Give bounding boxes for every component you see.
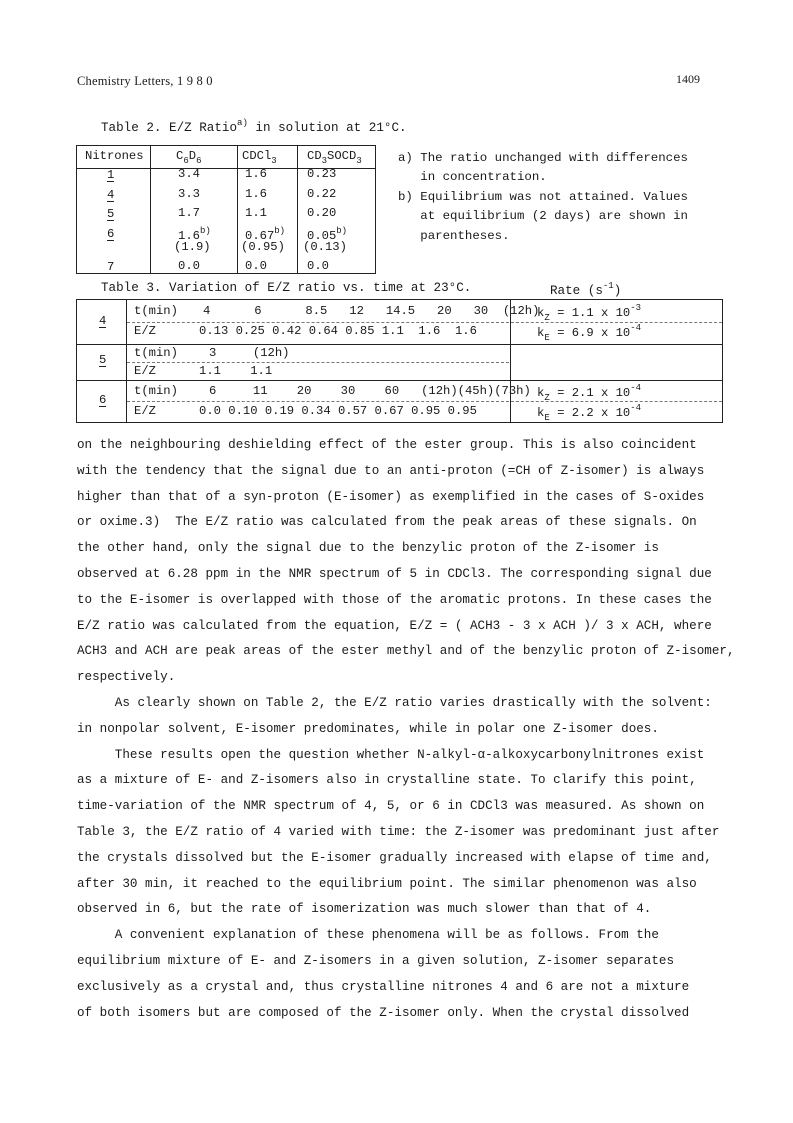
table3-row6-kz: $k_Z = 2.1$ x $10^{-4}$ <box>537 383 642 403</box>
table2-row2-cd3socd3: 0.22 <box>307 187 337 201</box>
table3-row6-ez-label: E/Z <box>134 404 156 418</box>
body-line: exclusively as a crystal and, thus crystalline nitrones 4 and 6 are not a mixture <box>77 979 690 994</box>
table2-note-line: a) The ratio unchanged with differences <box>398 151 688 165</box>
table2-col-cd3socd3: $CD_3SOCD_3$ <box>307 149 362 166</box>
body-line: in nonpolar solvent, E-isomer predominates, while in polar one Z-isomer does. <box>77 721 659 736</box>
table2-notes <box>398 149 688 246</box>
body-line: of both isomers but are composed of the Z-isomer only. When the crystal dissolved <box>77 1005 690 1020</box>
table2-note-line: in concentration. <box>398 170 547 185</box>
table2-row5-nitrone: 7 <box>107 260 115 274</box>
table2-note-line: parentheses. <box>398 228 510 243</box>
table3-row4-ke: $k_E = 6.9$ x $10^{-4}$ <box>537 323 642 343</box>
table2-col-cdcl3: CDCl$_3$ <box>242 149 277 166</box>
body-line: or oxime.3) The E/Z ratio was calculated from the peak areas of these signals. On <box>77 515 697 530</box>
table3-row5-t-label: t(min) <box>134 346 178 360</box>
table2-caption-text: Table 2. E/Z Ratio <box>101 121 238 135</box>
body-line: with the tendency that the signal due to an anti-proton (=CH of Z-isomer) is always <box>77 463 705 478</box>
body-line: equilibrium mixture of E- and Z-isomers in a given solution, Z-isomer separates <box>77 953 675 968</box>
journal-header: Chemistry Letters, 1 9 8 0 <box>77 74 213 88</box>
table2-row1-nitrone: 1 <box>107 168 115 182</box>
body-line: higher than that of a syn-proton (E-isomer) as exemplified in the cases of S-oxides <box>77 489 705 504</box>
table2-col-c6d6: $C_6D_6$ <box>176 149 202 166</box>
table3-row4-t-label: t(min) <box>134 304 178 318</box>
table2-row4-c6d6: 1.6$^{b)}$ <box>178 226 211 243</box>
table2-row1-cdcl3: 1.6 <box>245 167 267 181</box>
body-line: Table 3, the E/Z ratio of 4 varied with time: the Z-isomer was predominant just after <box>77 824 720 839</box>
table2-row5-c6d6: 0.0 <box>178 259 200 273</box>
table2-row5-cdcl3: 0.0 <box>245 259 267 273</box>
body-line: on the neighbouring deshielding effect of the ester group. This is also coincident <box>77 438 697 452</box>
body-line: A convenient explanation of these phenomena will be as follows. From the <box>77 928 659 943</box>
table2-row1-cd3socd3: 0.23 <box>307 167 337 181</box>
table3-caption: Table 3. Variation of E/Z ratio vs. time at 23°C. <box>101 281 472 295</box>
body-line: the crystals dissolved but the E-isomer gradually increased with elapse of time and, <box>77 850 712 865</box>
table3-row5-ez-values: 1.1 1.1 <box>199 364 273 378</box>
body-text <box>77 433 735 1026</box>
body-line: as a mixture of E- and Z-isomers also in crystalline state. To clarify this point, <box>77 773 697 788</box>
table3-row4-kz: $k_Z = 1.1$ x $10^{-3}$ <box>537 303 642 323</box>
body-line: observed at 6.28 ppm in the NMR spectrum of 5 in CDCl3. The corresponding signal due <box>77 566 712 581</box>
table3-row4-ez-values: 0.13 0.25 0.42 0.64 0.85 1.1 1.6 1.6 <box>199 324 477 338</box>
table3-row5-times: 3 (12h) <box>209 346 290 360</box>
table2 <box>76 145 376 274</box>
table2-row4-cdcl3: 0.67$^{b)}$ <box>245 226 286 243</box>
table3-row6-ke: $k_E = 2.2$ x $10^{-4}$ <box>537 403 642 423</box>
table2-caption <box>101 118 407 135</box>
table2-row4-cd3socd3-eq: (0.13) <box>303 240 347 254</box>
table3 <box>76 299 723 423</box>
table2-row2-nitrone: 4 <box>107 188 115 202</box>
table2-row2-c6d6: 3.3 <box>178 187 200 201</box>
table3-row6-nitrone: 6 <box>99 393 107 407</box>
table2-row5-cd3socd3: 0.0 <box>307 259 329 273</box>
table3-row5-ez-label: E/Z <box>134 364 156 378</box>
body-line: respectively. <box>77 670 176 685</box>
table2-caption-rest: in solution at 21°C. <box>247 121 407 135</box>
table3-row6-t-label: t(min) <box>134 384 178 398</box>
table3-row4-nitrone: 4 <box>99 314 107 328</box>
table2-caption-footnote: a) <box>237 118 248 128</box>
table2-note-line: at equilibrium (2 days) are shown in <box>398 209 688 224</box>
body-line: observed in 6, but the rate of isomerization was much slower than that of 4. <box>77 902 652 917</box>
table2-row2-cdcl3: 1.6 <box>245 187 267 201</box>
table2-row3-nitrone: 5 <box>107 207 115 221</box>
table3-row4-times: 4 6 8.5 12 14.5 20 30 (12h) <box>203 304 540 318</box>
table2-row4-c6d6-eq: (1.9) <box>174 240 211 254</box>
table2-row3-cdcl3: 1.1 <box>245 206 267 220</box>
body-line: time-variation of the NMR spectrum of 4, 5, or 6 in CDCl3 was measured. As shown on <box>77 799 705 814</box>
table3-rate-header: Rate $(s^{-1})$ <box>550 281 622 298</box>
table2-row4-cdcl3-eq: (0.95) <box>241 240 285 254</box>
table3-row4-ez-label: E/Z <box>134 324 156 338</box>
table3-row6-ez-values: 0.0 0.10 0.19 0.34 0.57 0.67 0.95 0.95 <box>199 404 477 418</box>
body-line: to the E-isomer is overlapped with those of the aromatic protons. In these cases the <box>77 592 712 607</box>
body-line: the other hand, only the signal due to the benzylic proton of the Z-isomer is <box>77 541 659 556</box>
table2-col-nitrones: Nitrones <box>85 149 144 163</box>
body-line: ACH3 and ACH are peak areas of the ester methyl and of the benzylic proton of Z-isomer, <box>77 644 735 659</box>
table2-row4-nitrone: 6 <box>107 227 115 241</box>
body-line: These results open the question whether N-alkyl-α-alkoxycarbonylnitrones exist <box>77 747 705 762</box>
page-number: 1409 <box>676 72 700 86</box>
table2-row3-c6d6: 1.7 <box>178 206 200 220</box>
body-line: As clearly shown on Table 2, the E/Z ratio varies drastically with the solvent: <box>77 695 712 710</box>
body-line: after 30 min, it reached to the equilibrium point. The similar phenomenon was also <box>77 876 697 891</box>
table2-row4-cd3socd3: 0.05$^{b)}$ <box>307 226 348 243</box>
body-line: E/Z ratio was calculated from the equation, E/Z = ( ACH3 - 3 x ACH )/ 3 x ACH, where <box>77 618 712 633</box>
table3-row5-nitrone: 5 <box>99 353 107 367</box>
table2-note-line: b) Equilibrium was not attained. Values <box>398 189 688 204</box>
table2-row3-cd3socd3: 0.20 <box>307 206 337 220</box>
table3-row6-times: 6 11 20 30 60 (12h)(45h)(73h) <box>209 384 531 398</box>
table2-row1-c6d6: 3.4 <box>178 167 200 181</box>
